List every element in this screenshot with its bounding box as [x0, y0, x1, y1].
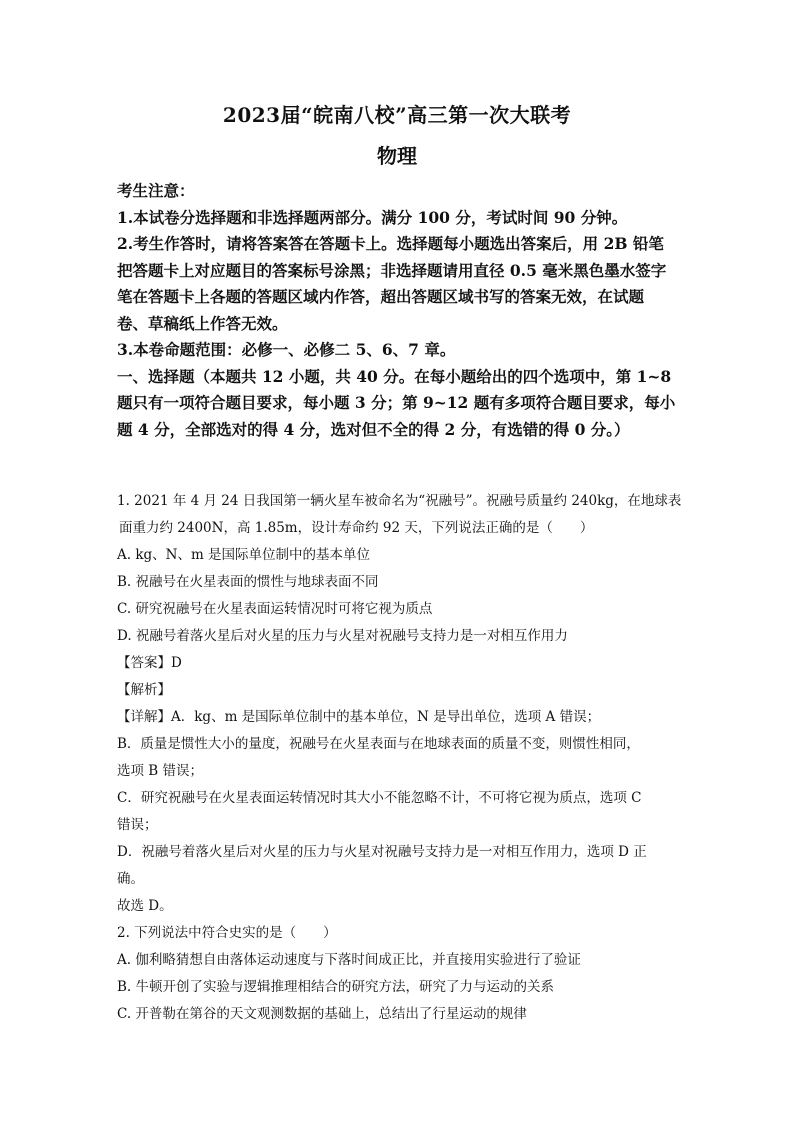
q1-analysis-label: 【解析】 [117, 682, 171, 698]
q1-detail-line-5: 错误； [117, 817, 158, 833]
section-heading-line-1: 一、选择题（本题共 12 小题，共 40 分。在每小题给出的四个选项中，第 1~8 [117, 366, 672, 386]
q1-option-d: D. 祝融号着落火星后对火星的压力与火星对祝融号支持力是一对相互作用力 [117, 628, 568, 644]
q1-detail-line-7: 确。 [117, 871, 144, 887]
q2-option-c: C. 开普勒在第谷的天文观测数据的基础上，总结出了行星运动的规律 [117, 1006, 527, 1022]
q1-detail-line-1: 【详解】A．kg、m 是国际单位制中的基本单位，N 是导出单位，选项 A 错误； [117, 709, 601, 725]
notice-item-2-line-1: 2.考生作答时，请将答案答在答题卡上。选择题每小题选出答案后，用 2B 铅笔 [117, 234, 664, 253]
q1-detail-line-4: C．研究祝融号在火星表面运转情况时其大小不能忽略不计，不可将它视为质点，选项 C [117, 790, 642, 806]
q1-detail-line-6: D．祝融号着落火星后对火星的压力与火星对祝融号支持力是一对相互作用力，选项 D 正 [117, 844, 647, 860]
q2-stem: 2. 下列说法中符合史实的是（ ） [117, 925, 337, 941]
q1-answer: 【答案】D [117, 655, 182, 671]
q2-option-b: B. 牛顿开创了实验与逻辑推理相结合的研究方法，研究了力与运动的关系 [117, 979, 555, 995]
q2-option-a: A. 伽利略猜想自由落体运动速度与下落时间成正比，并直接用实验进行了验证 [117, 952, 581, 968]
notice-item-1: 1.本试卷分选择题和非选择题两部分。满分 100 分，考试时间 90 分钟。 [117, 207, 628, 227]
notice-item-2-line-3: 笔在答题卡上各题的答题区域内作答，超出答题区域书写的答案无效，在试题 [117, 287, 645, 306]
q1-detail-line-3: 选项 B 错误； [117, 763, 204, 779]
exam-title: 2023届“皖南八校”高三第一次大联考 [222, 103, 572, 127]
q1-option-a: A. kg、N、m 是国际单位制中的基本单位 [117, 547, 371, 563]
notice-item-2-line-4: 卷、草稿纸上作答无效。 [117, 313, 288, 333]
question-block [117, 488, 687, 1028]
section-heading-line-2: 题只有一项符合题目要求，每小题 3 分；第 9~12 题有多项符合题目要求，每小 [117, 393, 676, 412]
q1-stem-line-2: 面重力约 2400N，高 1.85m，设计寿命约 92 天，下列说法正确的是（ ） [119, 520, 594, 536]
candidate-notice [117, 178, 687, 443]
section-heading-line-3: 题 4 分，全部选对的得 4 分，选对但不全的得 2 分，有选错的得 0 分。） [117, 419, 630, 439]
exam-subject: 物理 [377, 144, 417, 168]
q1-option-c: C. 研究祝融号在火星表面运转情况时可将它视为质点 [117, 601, 433, 617]
notice-item-2-line-2: 把答题卡上对应题目的答案标号涂黑；非选择题请用直径 0.5 毫米黑色墨水签字 [117, 260, 667, 280]
q1-conclusion: 故选 D。 [117, 898, 173, 914]
notice-heading: 考生注意： [117, 181, 195, 200]
q1-stem-line-1: 1. 2021 年 4 月 24 日我国第一辆火星车被命名为“祝融号”。祝融号质量约 240kg，在地球表 [117, 493, 682, 509]
q1-option-b: B. 祝融号在火星表面的惯性与地球表面不同 [117, 574, 379, 590]
q1-detail-line-2: B．质量是惯性大小的量度，祝融号在火星表面与在地球表面的质量不变，则惯性相同， [117, 736, 640, 752]
notice-item-3: 3.本卷命题范围：必修一、必修二 5、6、7 章。 [117, 340, 456, 359]
